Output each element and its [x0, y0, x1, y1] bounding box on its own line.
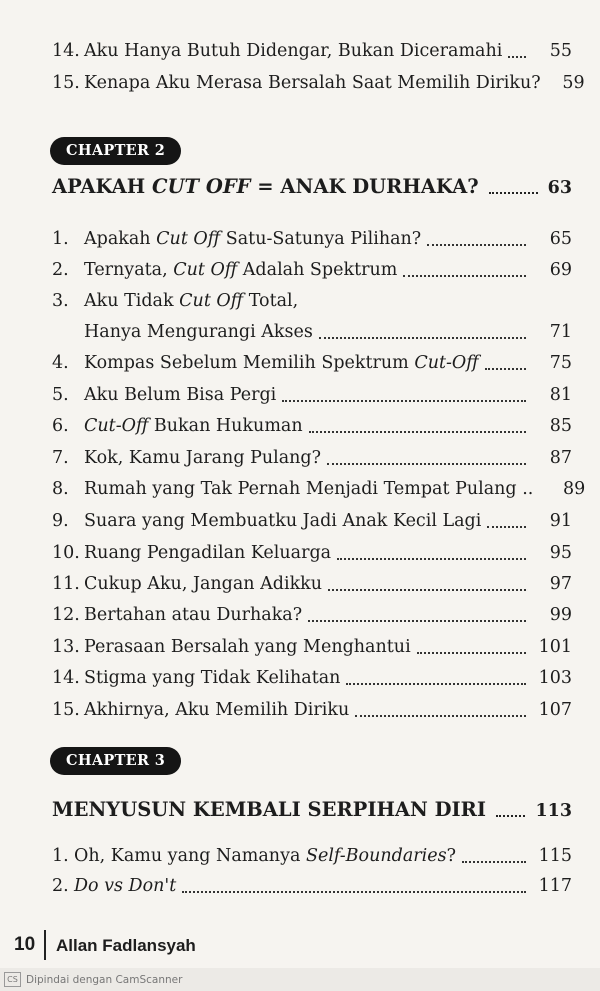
entry-page: 91	[549, 511, 572, 531]
dot-leader	[355, 715, 526, 717]
page-number: 10	[14, 934, 36, 955]
entry-number: 11.	[52, 574, 80, 594]
entry-page: 75	[549, 353, 572, 373]
entry-title: Do vs Don't	[74, 876, 177, 896]
entry-title: Cut-Off Bukan Hukuman	[84, 416, 303, 436]
toc-entry	[52, 569, 572, 599]
toc-entry	[52, 841, 572, 871]
entry-title: Perasaan Bersalah yang Menghantui	[84, 637, 411, 657]
dot-leader	[337, 558, 526, 560]
chapter-3-badge: CHAPTER 3	[50, 747, 181, 775]
chapter-2-badge: CHAPTER 2	[50, 137, 181, 165]
entry-page: 97	[549, 574, 572, 594]
entry-page: 65	[549, 229, 572, 249]
toc-entry	[52, 36, 572, 66]
footer-divider	[44, 930, 46, 960]
toc-entry	[52, 474, 586, 504]
chapter-3-title: MENYUSUN KEMBALI SERPIHAN DIRI	[52, 798, 486, 821]
entry-page: 87	[549, 448, 572, 468]
toc-entry-continuation	[52, 317, 572, 347]
author-name: Allan Fadlansyah	[56, 936, 196, 955]
entry-title: Kenapa Aku Merasa Bersalah Saat Memilih Diriku?	[84, 73, 541, 93]
toc-entry	[52, 538, 572, 568]
entry-title: Cukup Aku, Jangan Adikku	[84, 574, 323, 594]
dot-leader	[309, 431, 526, 433]
toc-entry	[52, 68, 585, 98]
chapter-3-page: 113	[535, 801, 572, 821]
entry-number: 8.	[52, 479, 69, 499]
toc-entry	[52, 224, 572, 254]
entry-number: 9.	[52, 511, 69, 531]
entry-title: Hanya Mengurangi Akses	[84, 322, 313, 342]
chapter-2-heading	[52, 170, 572, 204]
entry-number: 12.	[52, 605, 80, 625]
entry-title: Stigma yang Tidak Kelihatan	[84, 668, 341, 688]
chapter-3-heading	[52, 793, 572, 827]
entry-title: Ruang Pengadilan Keluarga	[84, 543, 332, 563]
dot-leader	[508, 56, 526, 58]
entry-number: 2.	[52, 260, 69, 280]
entry-page: 85	[549, 416, 572, 436]
entry-title: Apakah Cut Off Satu-Satunya Pilihan?	[84, 229, 422, 249]
entry-page: 59	[562, 73, 585, 93]
entry-number: 14.	[52, 41, 80, 61]
entry-page: 103	[538, 668, 572, 688]
toc-entry	[52, 695, 572, 725]
entry-page: 81	[549, 385, 572, 405]
entry-number: 5.	[52, 385, 69, 405]
entry-page: 117	[538, 876, 572, 896]
entry-title: Aku Tidak Cut Off Total,	[84, 291, 299, 311]
entry-number: 14.	[52, 668, 80, 688]
dot-leader	[417, 652, 526, 654]
entry-number: 10.	[52, 543, 80, 563]
entry-page: 69	[549, 260, 572, 280]
entry-number: 4.	[52, 353, 69, 373]
dot-leader	[487, 526, 526, 528]
entry-number: 15.	[52, 73, 80, 93]
toc-entry	[52, 443, 572, 473]
toc-entry	[52, 380, 572, 410]
scanner-text: Dipindai dengan CamScanner	[26, 973, 183, 986]
entry-number: 6.	[52, 416, 69, 436]
entry-title: Kompas Sebelum Memilih Spektrum Cut-Off	[84, 353, 479, 373]
entry-number: 15.	[52, 700, 80, 720]
camscanner-logo: CS	[4, 972, 21, 987]
toc-entry	[52, 255, 572, 285]
entry-number: 2.	[52, 876, 69, 896]
toc-entry	[52, 663, 572, 693]
toc-entry	[52, 632, 572, 662]
toc-entry	[52, 871, 572, 901]
entry-number: 13.	[52, 637, 80, 657]
entry-page: 89	[563, 479, 586, 499]
entry-title: Aku Belum Bisa Pergi	[84, 385, 277, 405]
entry-page: 115	[538, 846, 572, 866]
entry-title: Akhirnya, Aku Memilih Diriku	[84, 700, 350, 720]
chapter-2-title: APAKAH CUT OFF = ANAK DURHAKA?	[52, 175, 479, 198]
dot-leader	[403, 275, 526, 277]
dot-leader	[328, 589, 526, 591]
dot-leader	[182, 891, 526, 893]
entry-page: 71	[549, 322, 572, 342]
toc-entry	[52, 506, 572, 536]
entry-number: 7.	[52, 448, 69, 468]
entry-page: 101	[538, 637, 572, 657]
scanner-watermark	[0, 968, 600, 991]
dot-leader	[319, 337, 526, 339]
entry-page: 107	[538, 700, 572, 720]
entry-title: Rumah yang Tak Pernah Menjadi Tempat Pulang ..	[84, 479, 534, 499]
dot-leader	[346, 683, 526, 685]
dot-leader	[462, 861, 526, 863]
entry-page: 95	[549, 543, 572, 563]
dot-leader	[427, 244, 526, 246]
toc-entry	[52, 411, 572, 441]
dot-leader	[489, 192, 538, 194]
entry-number: 1.	[52, 846, 69, 866]
chapter-2-page: 63	[547, 178, 572, 198]
dot-leader	[308, 620, 526, 622]
dot-leader	[327, 463, 526, 465]
entry-page: 55	[549, 41, 572, 61]
entry-page: 99	[549, 605, 572, 625]
toc-entry	[52, 348, 572, 378]
entry-title: Aku Hanya Butuh Didengar, Bukan Diceramahi	[84, 41, 503, 61]
dot-leader	[282, 400, 526, 402]
entry-title: Bertahan atau Durhaka?	[84, 605, 303, 625]
dot-leader	[496, 815, 525, 817]
dot-leader	[485, 368, 526, 370]
toc-entry	[52, 286, 572, 316]
entry-title: Suara yang Membuatku Jadi Anak Kecil Lagi	[84, 511, 482, 531]
entry-title: Ternyata, Cut Off Adalah Spektrum	[84, 260, 398, 280]
entry-title: Oh, Kamu yang Namanya Self-Boundaries?	[74, 846, 456, 866]
entry-number: 3.	[52, 291, 69, 311]
entry-title: Kok, Kamu Jarang Pulang?	[84, 448, 322, 468]
toc-entry	[52, 600, 572, 630]
entry-number: 1.	[52, 229, 69, 249]
